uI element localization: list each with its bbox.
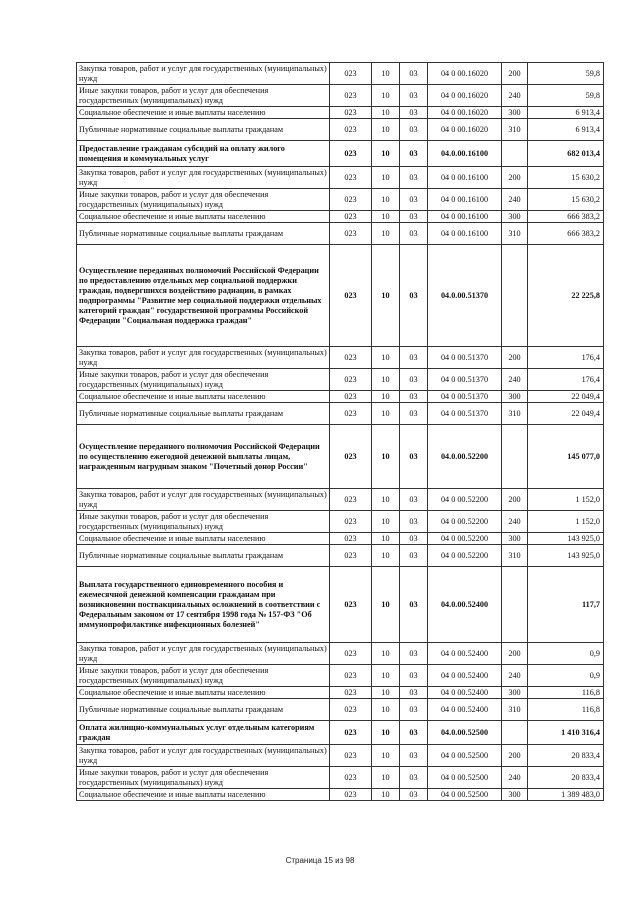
row-ministry-code: 023 — [330, 167, 372, 189]
row-amount: 1 389 483,0 — [528, 789, 604, 801]
row-target-article: 04 0 00.52400 — [428, 643, 502, 665]
row-subsection-code: 03 — [400, 347, 428, 369]
row-amount: 0,9 — [528, 665, 604, 687]
row-subsection-code: 03 — [400, 767, 428, 789]
row-ministry-code: 023 — [330, 391, 372, 403]
row-subsection-code: 03 — [400, 789, 428, 801]
row-subsection-code: 03 — [400, 665, 428, 687]
row-name: Иные закупки товаров, работ и услуг для обеспечения государственных (муниципальных) нужд — [77, 189, 330, 211]
table-row — [77, 545, 604, 567]
row-expense-type: 200 — [502, 167, 528, 189]
row-target-article: 04 0 00.51370 — [428, 369, 502, 391]
row-target-article: 04 0 00.16020 — [428, 107, 502, 119]
row-name: Оплата жилищно-коммунальных услуг отдельным категориям граждан — [77, 721, 330, 745]
row-name: Выплата государственного единовременного пособия и ежемесячной денежной компенсации гражданам при возникновении поствакцинальных осложнений в соответствии с Федеральным законом от 17 сентября 1998 года № 157-ФЗ "Об иммунопрофилактике инфекционных болезней" — [77, 567, 330, 643]
row-amount: 20 833,4 — [528, 745, 604, 767]
row-name: Осуществление переданных полномочий Российской Федерации по предоставлению отдельных мер социальной поддержки граждан, подвергшихся воздействию радиации, в рамках подпрограммы "Развитие мер социальной поддержки отдельных категорий граждан" государственной программы Российской Федерации "Социальная поддержка граждан" — [77, 245, 330, 347]
row-expense-type: 310 — [502, 545, 528, 567]
row-name: Социальное обеспечение и иные выплаты населению — [77, 789, 330, 801]
row-ministry-code: 023 — [330, 223, 372, 245]
row-section-code: 10 — [372, 119, 400, 141]
row-ministry-code: 023 — [330, 567, 372, 643]
row-name: Социальное обеспечение и иные выплаты населению — [77, 391, 330, 403]
row-ministry-code: 023 — [330, 511, 372, 533]
row-section-code: 10 — [372, 403, 400, 425]
table-row — [77, 189, 604, 211]
row-subsection-code: 03 — [400, 687, 428, 699]
row-expense-type: 310 — [502, 223, 528, 245]
row-ministry-code: 023 — [330, 85, 372, 107]
row-expense-type: 240 — [502, 189, 528, 211]
table-row — [77, 403, 604, 425]
row-name: Социальное обеспечение и иные выплаты населению — [77, 533, 330, 545]
row-ministry-code: 023 — [330, 107, 372, 119]
row-ministry-code: 023 — [330, 369, 372, 391]
row-subsection-code: 03 — [400, 189, 428, 211]
row-expense-type: 200 — [502, 63, 528, 85]
row-subsection-code: 03 — [400, 511, 428, 533]
row-expense-type: 300 — [502, 789, 528, 801]
row-subsection-code: 03 — [400, 63, 428, 85]
row-expense-type: 240 — [502, 369, 528, 391]
row-subsection-code: 03 — [400, 141, 428, 167]
page-number: Страница 15 из 98 — [285, 856, 355, 865]
row-target-article: 04.0.00.52500 — [428, 721, 502, 745]
table-row — [77, 745, 604, 767]
row-section-code: 10 — [372, 511, 400, 533]
table-body — [77, 63, 604, 801]
row-target-article: 04 0 00.52400 — [428, 665, 502, 687]
row-subsection-code: 03 — [400, 107, 428, 119]
row-name: Социальное обеспечение и иные выплаты населению — [77, 107, 330, 119]
row-name: Иные закупки товаров, работ и услуг для обеспечения государственных (муниципальных) нужд — [77, 511, 330, 533]
row-amount: 15 630,2 — [528, 189, 604, 211]
row-ministry-code: 023 — [330, 745, 372, 767]
row-subsection-code: 03 — [400, 745, 428, 767]
row-expense-type — [502, 141, 528, 167]
budget-table — [76, 62, 604, 801]
row-name: Публичные нормативные социальные выплаты гражданам — [77, 223, 330, 245]
row-section-code: 10 — [372, 211, 400, 223]
row-name: Публичные нормативные социальные выплаты гражданам — [77, 545, 330, 567]
row-target-article: 04 0 00.52200 — [428, 545, 502, 567]
row-amount: 176,4 — [528, 347, 604, 369]
table-row — [77, 511, 604, 533]
row-target-article: 04.0.00.52400 — [428, 567, 502, 643]
table-row-heading — [77, 425, 604, 489]
row-name: Иные закупки товаров, работ и услуг для обеспечения государственных (муниципальных) нужд — [77, 665, 330, 687]
row-name: Предоставление гражданам субсидий на оплату жилого помещения и коммунальных услуг — [77, 141, 330, 167]
row-name: Публичные нормативные социальные выплаты гражданам — [77, 403, 330, 425]
row-subsection-code: 03 — [400, 167, 428, 189]
row-amount: 6 913,4 — [528, 107, 604, 119]
row-amount: 22 225,8 — [528, 245, 604, 347]
row-target-article: 04 0 00.16100 — [428, 223, 502, 245]
row-expense-type: 300 — [502, 107, 528, 119]
row-name: Закупка товаров, работ и услуг для государственных (муниципальных) нужд — [77, 347, 330, 369]
table-row — [77, 211, 604, 223]
row-ministry-code: 023 — [330, 545, 372, 567]
row-name: Социальное обеспечение и иные выплаты населению — [77, 211, 330, 223]
row-ministry-code: 023 — [330, 665, 372, 687]
row-expense-type: 310 — [502, 119, 528, 141]
row-subsection-code: 03 — [400, 721, 428, 745]
row-section-code: 10 — [372, 63, 400, 85]
row-target-article: 04 0 00.16020 — [428, 119, 502, 141]
row-ministry-code: 023 — [330, 63, 372, 85]
row-target-article: 04 0 00.51370 — [428, 391, 502, 403]
row-target-article: 04 0 00.52200 — [428, 489, 502, 511]
row-subsection-code: 03 — [400, 391, 428, 403]
table-row — [77, 85, 604, 107]
row-target-article: 04 0 00.52500 — [428, 767, 502, 789]
row-expense-type: 200 — [502, 643, 528, 665]
row-subsection-code: 03 — [400, 245, 428, 347]
table-row — [77, 107, 604, 119]
row-section-code: 10 — [372, 665, 400, 687]
table-row — [77, 665, 604, 687]
table-row — [77, 767, 604, 789]
row-subsection-code: 03 — [400, 211, 428, 223]
row-target-article: 04.0.00.52200 — [428, 425, 502, 489]
row-ministry-code: 023 — [330, 119, 372, 141]
row-expense-type: 310 — [502, 699, 528, 721]
row-subsection-code: 03 — [400, 223, 428, 245]
row-amount: 176,4 — [528, 369, 604, 391]
row-expense-type: 240 — [502, 85, 528, 107]
row-ministry-code: 023 — [330, 245, 372, 347]
row-name: Закупка товаров, работ и услуг для государственных (муниципальных) нужд — [77, 643, 330, 665]
row-ministry-code: 023 — [330, 347, 372, 369]
row-ministry-code: 023 — [330, 403, 372, 425]
row-amount: 15 630,2 — [528, 167, 604, 189]
row-expense-type: 200 — [502, 347, 528, 369]
row-name: Закупка товаров, работ и услуг для государственных (муниципальных) нужд — [77, 63, 330, 85]
table-row — [77, 369, 604, 391]
table-row — [77, 643, 604, 665]
table-row — [77, 223, 604, 245]
row-ministry-code: 023 — [330, 189, 372, 211]
row-amount: 20 833,4 — [528, 767, 604, 789]
row-expense-type: 240 — [502, 511, 528, 533]
row-section-code: 10 — [372, 687, 400, 699]
row-name: Закупка товаров, работ и услуг для государственных (муниципальных) нужд — [77, 745, 330, 767]
row-amount: 117,7 — [528, 567, 604, 643]
row-target-article: 04 0 00.52200 — [428, 511, 502, 533]
row-subsection-code: 03 — [400, 425, 428, 489]
row-target-article: 04 0 00.51370 — [428, 403, 502, 425]
row-amount: 145 077,0 — [528, 425, 604, 489]
row-name: Осуществление переданного полномочия Российской Федерации по осуществлению ежегодной денежной выплаты лицам, награжденным нагрудным знаком "Почетный донор России" — [77, 425, 330, 489]
row-amount: 116,8 — [528, 699, 604, 721]
row-subsection-code: 03 — [400, 489, 428, 511]
row-amount: 116,8 — [528, 687, 604, 699]
row-amount: 59,8 — [528, 85, 604, 107]
row-section-code: 10 — [372, 167, 400, 189]
row-amount: 143 925,0 — [528, 545, 604, 567]
table-row-heading — [77, 141, 604, 167]
row-target-article: 04 0 00.16100 — [428, 167, 502, 189]
row-ministry-code: 023 — [330, 643, 372, 665]
row-amount: 682 013,4 — [528, 141, 604, 167]
page-footer — [0, 856, 640, 865]
row-section-code: 10 — [372, 789, 400, 801]
row-section-code: 10 — [372, 369, 400, 391]
row-subsection-code: 03 — [400, 545, 428, 567]
table-row — [77, 687, 604, 699]
row-section-code: 10 — [372, 699, 400, 721]
row-expense-type: 200 — [502, 489, 528, 511]
table-row-heading — [77, 721, 604, 745]
row-amount: 1 152,0 — [528, 511, 604, 533]
row-ministry-code: 023 — [330, 425, 372, 489]
row-target-article: 04.0.00.16100 — [428, 141, 502, 167]
table-row — [77, 489, 604, 511]
row-expense-type: 300 — [502, 211, 528, 223]
row-amount: 22 049,4 — [528, 403, 604, 425]
row-section-code: 10 — [372, 347, 400, 369]
row-expense-type: 300 — [502, 687, 528, 699]
row-amount: 1 410 316,4 — [528, 721, 604, 745]
row-target-article: 04 0 00.52500 — [428, 745, 502, 767]
row-target-article: 04.0.00.51370 — [428, 245, 502, 347]
table-row — [77, 699, 604, 721]
row-amount: 666 383,2 — [528, 223, 604, 245]
row-expense-type — [502, 721, 528, 745]
row-ministry-code: 023 — [330, 721, 372, 745]
row-section-code: 10 — [372, 245, 400, 347]
table-row — [77, 167, 604, 189]
row-target-article: 04 0 00.52400 — [428, 687, 502, 699]
row-subsection-code: 03 — [400, 369, 428, 391]
row-expense-type — [502, 425, 528, 489]
row-ministry-code: 023 — [330, 533, 372, 545]
row-subsection-code: 03 — [400, 567, 428, 643]
row-subsection-code: 03 — [400, 85, 428, 107]
row-section-code: 10 — [372, 545, 400, 567]
row-target-article: 04 0 00.16100 — [428, 189, 502, 211]
row-target-article: 04 0 00.16020 — [428, 63, 502, 85]
row-expense-type: 300 — [502, 533, 528, 545]
table-row — [77, 63, 604, 85]
row-ministry-code: 023 — [330, 789, 372, 801]
row-name: Иные закупки товаров, работ и услуг для обеспечения государственных (муниципальных) нужд — [77, 369, 330, 391]
row-expense-type — [502, 245, 528, 347]
row-target-article: 04 0 00.16100 — [428, 211, 502, 223]
table-row — [77, 533, 604, 545]
row-subsection-code: 03 — [400, 533, 428, 545]
row-section-code: 10 — [372, 223, 400, 245]
row-ministry-code: 023 — [330, 687, 372, 699]
row-subsection-code: 03 — [400, 643, 428, 665]
row-expense-type: 300 — [502, 391, 528, 403]
row-expense-type: 240 — [502, 665, 528, 687]
row-section-code: 10 — [372, 567, 400, 643]
row-expense-type — [502, 567, 528, 643]
row-ministry-code: 023 — [330, 489, 372, 511]
row-section-code: 10 — [372, 85, 400, 107]
row-section-code: 10 — [372, 189, 400, 211]
row-expense-type: 200 — [502, 745, 528, 767]
row-amount: 6 913,4 — [528, 119, 604, 141]
row-amount: 143 925,0 — [528, 533, 604, 545]
row-section-code: 10 — [372, 425, 400, 489]
row-ministry-code: 023 — [330, 141, 372, 167]
row-section-code: 10 — [372, 721, 400, 745]
row-section-code: 10 — [372, 643, 400, 665]
row-amount: 59,8 — [528, 63, 604, 85]
row-amount: 1 152,0 — [528, 489, 604, 511]
row-name: Иные закупки товаров, работ и услуг для обеспечения государственных (муниципальных) нужд — [77, 85, 330, 107]
table-row — [77, 347, 604, 369]
row-ministry-code: 023 — [330, 211, 372, 223]
row-ministry-code: 023 — [330, 699, 372, 721]
row-name: Публичные нормативные социальные выплаты гражданам — [77, 119, 330, 141]
row-target-article: 04 0 00.16020 — [428, 85, 502, 107]
table-row-heading — [77, 245, 604, 347]
row-section-code: 10 — [372, 141, 400, 167]
row-target-article: 04 0 00.52200 — [428, 533, 502, 545]
table-row-heading — [77, 567, 604, 643]
row-amount: 22 049,4 — [528, 391, 604, 403]
row-section-code: 10 — [372, 767, 400, 789]
row-name: Закупка товаров, работ и услуг для государственных (муниципальных) нужд — [77, 167, 330, 189]
row-section-code: 10 — [372, 391, 400, 403]
row-section-code: 10 — [372, 489, 400, 511]
row-name: Социальное обеспечение и иные выплаты населению — [77, 687, 330, 699]
row-section-code: 10 — [372, 745, 400, 767]
table-row — [77, 789, 604, 801]
row-amount: 666 383,2 — [528, 211, 604, 223]
row-ministry-code: 023 — [330, 767, 372, 789]
row-subsection-code: 03 — [400, 699, 428, 721]
row-expense-type: 310 — [502, 403, 528, 425]
row-subsection-code: 03 — [400, 403, 428, 425]
table-row — [77, 391, 604, 403]
row-amount: 0,9 — [528, 643, 604, 665]
row-subsection-code: 03 — [400, 119, 428, 141]
table-row — [77, 119, 604, 141]
row-name: Публичные нормативные социальные выплаты гражданам — [77, 699, 330, 721]
row-target-article: 04 0 00.51370 — [428, 347, 502, 369]
row-name: Иные закупки товаров, работ и услуг для обеспечения государственных (муниципальных) нужд — [77, 767, 330, 789]
row-expense-type: 240 — [502, 767, 528, 789]
row-target-article: 04 0 00.52500 — [428, 789, 502, 801]
row-section-code: 10 — [372, 533, 400, 545]
row-name: Закупка товаров, работ и услуг для государственных (муниципальных) нужд — [77, 489, 330, 511]
row-section-code: 10 — [372, 107, 400, 119]
row-target-article: 04 0 00.52400 — [428, 699, 502, 721]
